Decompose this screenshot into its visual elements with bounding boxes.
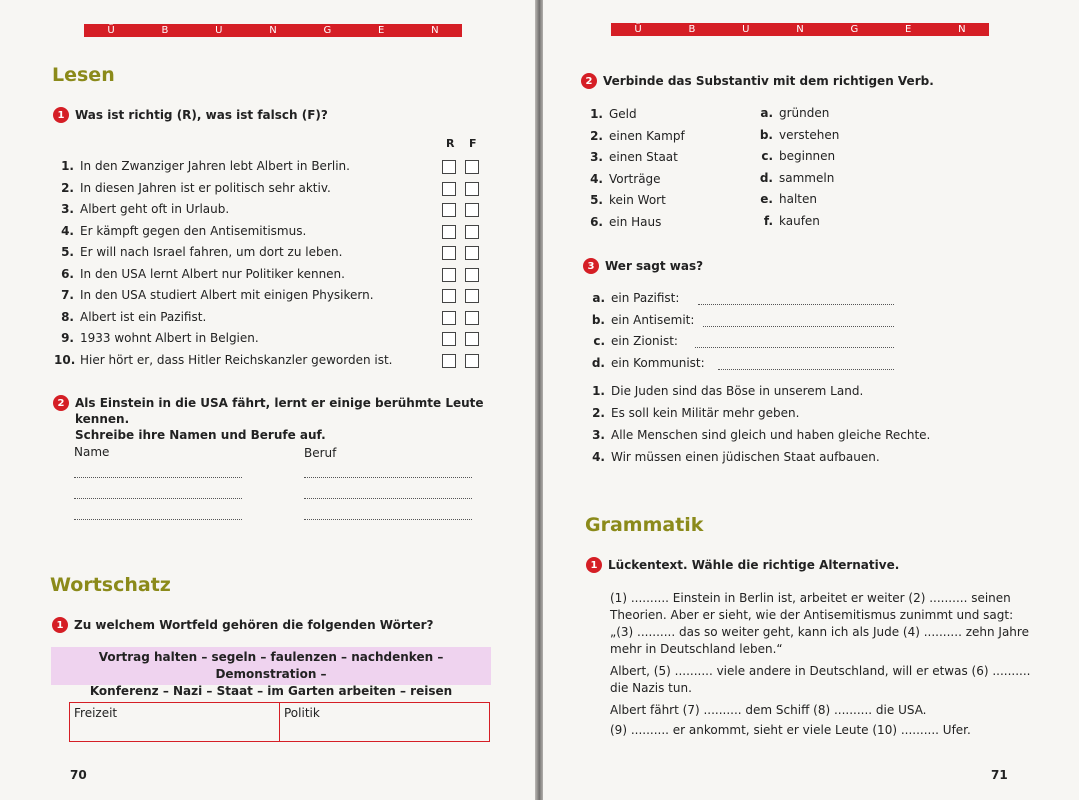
item-text: Er will nach Israel fahren, um dort zu leben. [80,245,343,259]
task-number-badge: 3 [583,258,599,274]
item-number: b. [591,312,605,327]
quote-item [587,384,863,398]
checkbox-r[interactable] [442,160,456,174]
item-number: 6. [61,266,74,281]
answer-line[interactable] [703,326,894,327]
statement-item [54,202,229,216]
item-text: Alle Menschen sind gleich und haben gleiche Rechte. [611,428,931,442]
noun-item [585,193,666,207]
verb-item [755,149,835,163]
item-number: 9. [61,331,74,345]
item-text: In den USA lernt Albert nur Politiker kennen. [80,266,345,281]
word-list-line: Vortrag halten – segeln – faulenzen – nachdenken – Demonstration – [98,650,444,681]
uebungen-banner [611,23,989,36]
cloze-line: „(3) .......... das so weiter geht, kann ich als Jude (4) .......... zehn Jahre [610,625,1029,639]
checkbox-f[interactable] [465,289,479,303]
person-item [587,334,678,348]
item-text: einen Staat [609,150,678,164]
item-text: ein Antisemit: [611,312,695,327]
banner-letter: Ü [634,24,642,35]
item-text: Es soll kein Militär mehr geben. [611,406,800,420]
item-text: beginnen [779,149,836,163]
item-number: b. [759,127,773,142]
cloze-line: mehr in Deutschland leben.“ [610,642,783,656]
answer-line[interactable] [304,477,472,478]
statement-item [54,267,345,281]
noun-item [585,150,678,164]
banner-letter: N [796,24,804,35]
item-text: In diesen Jahren ist er politisch sehr aktiv. [80,180,331,195]
item-number: a. [760,106,773,120]
column-beruf-label: Beruf [304,446,337,460]
checkbox-f[interactable] [465,246,479,260]
verb-item [755,192,817,206]
item-text: Die Juden sind das Böse in unserem Land. [611,384,864,398]
item-number: 3. [592,428,605,442]
section-wortschatz: Wortschatz [50,574,171,596]
column-politik[interactable]: Politik [284,706,320,720]
checkbox-f[interactable] [465,182,479,196]
banner-letter: E [904,24,912,35]
answer-line[interactable] [698,304,894,305]
banner-letter: Ü [107,25,115,36]
banner-letter: B [161,25,169,36]
cloze-line: Albert, (5) .......... viele andere in Deutschland, will er etwas (6) .......... [610,664,1031,678]
checkbox-r[interactable] [442,332,456,346]
item-text: Albert ist ein Pazifist. [80,309,207,324]
item-number: 3. [590,150,603,164]
task-number-badge: 1 [586,557,602,573]
quote-item [587,428,930,442]
item-text: Wir müssen einen jüdischen Staat aufbauen. [611,450,880,464]
item-number: 10. [54,352,76,367]
item-number: 1. [592,384,605,398]
item-number: 3. [61,202,74,216]
task-text: Was ist richtig (R), was ist falsch (F)? [75,108,328,122]
checkbox-r[interactable] [442,289,456,303]
banner-letter: U [215,25,223,36]
item-number: c. [761,149,773,163]
banner-letter: G [323,25,332,36]
item-text: ein Kommunist: [611,355,705,370]
item-text: halten [779,192,817,206]
task-number-badge: 1 [53,107,69,123]
item-text: Vorträge [609,171,661,186]
answer-line[interactable] [304,519,472,520]
answer-line[interactable] [74,477,242,478]
task-heading [586,557,899,573]
cloze-line: die Nazis tun. [610,681,692,695]
page-number: 71 [991,768,1008,782]
checkbox-r[interactable] [442,225,456,239]
item-text: kaufen [779,213,820,228]
task-text: Zu welchem Wortfeld gehören die folgenden Wörter? [74,618,434,632]
quote-item [587,406,799,420]
banner-letter: U [742,24,750,35]
checkbox-r[interactable] [442,246,456,260]
column-f: F [469,137,477,150]
item-number: a. [592,291,605,305]
verb-item [755,214,820,228]
word-list-line: Konferenz – Nazi – Staat – im Garten arbeiten – reisen [89,684,453,698]
answer-line[interactable] [74,498,242,499]
task-number-badge: 1 [52,617,68,633]
task-heading [52,617,434,633]
banner-letter: N [958,24,966,35]
noun-item [585,129,685,143]
task-heading [53,395,537,443]
task-text-line: Als Einstein in die USA fährt, lernt er einige berühmte Leute kennen. [75,396,484,426]
item-number: 5. [590,193,603,207]
item-number: 7. [61,288,74,302]
checkbox-f[interactable] [465,332,479,346]
checkbox-r[interactable] [442,354,456,368]
item-number: 1. [590,107,603,121]
task-heading [583,258,703,274]
statement-item [54,245,342,259]
noun-item [585,215,661,229]
person-item [587,291,679,305]
item-number: d. [759,170,773,185]
statement-item [54,224,306,238]
cloze-line: Theorien. Aber er sieht, wie der Antisemitismus zunimmt und sagt: [610,608,1014,622]
item-number: 4. [592,450,605,464]
column-freizeit[interactable]: Freizeit [70,703,280,741]
word-list-box [51,647,491,698]
statement-item [54,181,331,195]
checkbox-f[interactable] [465,354,479,368]
item-number: e. [760,192,773,206]
section-lesen: Lesen [52,64,115,86]
cloze-line: (9) .......... er ankommt, sieht er viele Leute (10) .......... Ufer. [610,723,971,737]
item-text: sammeln [779,170,835,185]
checkbox-r[interactable] [442,182,456,196]
column-name-label: Name [74,445,110,459]
item-text: ein Haus [609,214,662,229]
noun-item [585,172,661,186]
task-heading [581,73,934,89]
item-text: Hier hört er, dass Hitler Reichskanzler geworden ist. [80,352,393,367]
checkbox-f[interactable] [465,225,479,239]
uebungen-banner [84,24,462,37]
task-number-badge: 2 [581,73,597,89]
checkbox-f[interactable] [465,268,479,282]
checkbox-r[interactable] [442,311,456,325]
item-number: 5. [61,245,74,259]
answer-line[interactable] [695,347,894,348]
cloze-line: Albert fährt (7) .......... dem Schiff (8) .......... die USA. [610,703,927,717]
quote-item [587,450,880,464]
verb-item [755,128,839,142]
item-number: 2. [590,128,603,143]
item-text: Geld [609,107,637,121]
banner-letter: N [269,25,277,36]
task-text: Wer sagt was? [605,259,704,273]
task-text [75,395,537,443]
page-number: 70 [70,768,87,782]
column-r: R [446,137,455,150]
task-heading [53,107,328,123]
item-text: Er kämpft gegen den Antisemitismus. [80,223,307,238]
answer-line[interactable] [74,519,242,520]
item-text: verstehen [779,127,840,142]
item-number: 2. [61,180,74,195]
banner-letter: B [688,24,696,35]
item-text: ein Pazifist: [611,291,680,305]
person-item [587,313,694,327]
item-text: In den Zwanziger Jahren lebt Albert in Berlin. [80,159,350,173]
banner-letter: G [850,24,859,35]
item-number: 8. [61,309,74,324]
statement-item [54,331,259,345]
checkbox-r[interactable] [442,268,456,282]
item-number: f. [763,213,773,228]
statement-item [54,288,374,302]
item-number: 1. [61,159,74,173]
item-number: d. [591,355,605,370]
item-number: 4. [590,171,603,186]
answer-line[interactable] [718,369,894,370]
noun-item [585,107,637,121]
person-item [587,356,705,370]
page-left [0,0,537,800]
task-text: Verbinde das Substantiv mit dem richtigen Verb. [603,74,934,88]
item-number: 6. [590,214,603,229]
task-text: Lückentext. Wähle die richtige Alternative. [608,558,900,572]
item-text: Albert geht oft in Urlaub. [80,202,230,216]
checkbox-f[interactable] [465,203,479,217]
banner-letter: N [431,25,439,36]
cloze-line: (1) .......... Einstein in Berlin ist, arbeitet er weiter (2) .......... seinen [610,591,1011,605]
item-text: einen Kampf [609,128,685,143]
verb-item [755,106,829,120]
statement-item [54,310,206,324]
checkbox-f[interactable] [465,160,479,174]
word-field-table [69,702,490,742]
item-text: In den USA studiert Albert mit einigen Physikern. [80,288,374,302]
item-number: c. [593,334,605,348]
verb-item [755,171,834,185]
statement-item [54,353,393,367]
item-text: 1933 wohnt Albert in Belgien. [80,331,259,345]
page-right [543,0,1079,800]
checkbox-r[interactable] [442,203,456,217]
item-text: ein Zionist: [611,334,678,348]
banner-letter: E [377,25,385,36]
item-number: 2. [592,406,605,420]
item-text: gründen [779,106,830,120]
item-number: 4. [61,223,74,238]
statement-item [54,159,350,173]
section-grammatik: Grammatik [585,514,704,536]
task-text-line: Schreibe ihre Namen und Berufe auf. [75,428,326,442]
answer-line[interactable] [304,498,472,499]
item-text: kein Wort [609,193,666,207]
checkbox-f[interactable] [465,311,479,325]
task-number-badge: 2 [53,395,69,411]
